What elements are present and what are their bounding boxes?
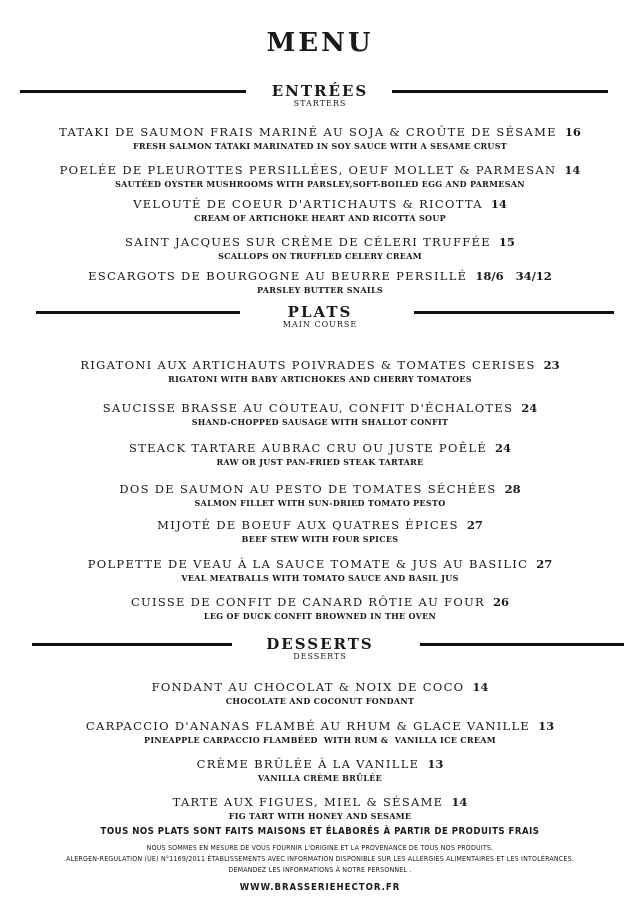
item-name: POELÉE DE PLEUROTTES PERSILLÉES, OEUF MOLLET & PARMESAN (59, 163, 557, 177)
item-price: 23 (543, 358, 560, 372)
section-subtitle: DESSERTS (293, 652, 347, 661)
section-subtitle: MAIN COURSE (282, 320, 358, 329)
section-plats (0, 303, 640, 339)
item-description: FRESH SALMON TATAKI MARINATED IN SOY SAUCE WITH A SESAME CRUST (132, 141, 508, 151)
item-name: TATAKI DE SAUMON FRAIS MARINÉ AU SOJA & CROÛTE DE SÉSAME (59, 125, 557, 139)
item-price: 18/6 34/12 (475, 269, 552, 283)
item-description: SAUTÉED OYSTER MUSHROOMS WITH PARSLEY,SOFT-BOILED EGG AND PARMESAN (115, 179, 525, 189)
item-name: MIJOTÉ DE BOEUF AUX QUATRES ÉPICES (157, 518, 459, 532)
menu-item (0, 354, 640, 384)
item-description: PINEAPPLE CARPACCIO FLAMBÉED WITH RUM & VANILLA ICE CREAM (144, 735, 496, 745)
item-price: 13 (538, 719, 555, 733)
footer-line-allergen: ALERGEN-REGULATION (UE) N°1169/2011 ÉTABLISSEMENTS AVEC INFORMATION DISPONIBLE SUR LES ALLERGIES ALIMENTAIRES ET LES INTOLÉRANCES. (66, 855, 574, 863)
item-price: 14 (451, 795, 468, 809)
section-subtitle: STARTERS (293, 99, 347, 108)
item-description: VANILLA CRÈME BRÛLÉE (257, 773, 383, 783)
menu-item (0, 791, 640, 821)
item-name: STEACK TARTARE AUBRAC CRU OU JUSTE POÊLÉ (128, 441, 488, 455)
menu-item (0, 437, 640, 467)
item-name: DOS DE SAUMON AU PESTO DE TOMATES SÉCHÉES (119, 482, 497, 496)
section-title: DESSERTS (266, 635, 374, 653)
item-price: 14 (472, 680, 489, 694)
menu-item (0, 676, 640, 706)
item-description: LEG OF DUCK CONFIT BROWNED IN THE OVEN (203, 611, 437, 621)
menu-item (0, 514, 640, 544)
menu-title: MENU (266, 28, 374, 58)
menu-item (0, 265, 640, 295)
item-price: 14 (564, 163, 581, 177)
item-price: 15 (498, 235, 515, 249)
item-description: BEEF STEW WITH FOUR SPICES (241, 534, 399, 544)
footer-line-ask-staff: DEMANDEZ LES INFORMATIONS À NOTRE PERSONNEL . (228, 866, 412, 874)
item-name: ESCARGOTS DE BOURGOGNE AU BEURRE PERSILLÉ (88, 269, 468, 283)
item-description: PARSLEY BUTTER SNAILS (257, 285, 383, 295)
item-description: FIG TART WITH HONEY AND SESAME (228, 811, 412, 821)
item-price: 24 (521, 401, 538, 415)
item-price: 27 (536, 557, 553, 571)
section-desserts (0, 635, 640, 671)
item-name: POLPETTE DE VEAU À LA SAUCE TOMATE & JUS AU BASILIC (87, 557, 529, 571)
item-name: RIGATONI AUX ARTICHAUTS POIVRADES & TOMATES CERISES (80, 358, 536, 372)
item-name: VELOUTÉ DE COEUR D'ARTICHAUTS & RICOTTA (133, 197, 483, 211)
website-link[interactable]: WWW.BRASSERIEHECTOR.FR (239, 882, 401, 893)
section-entrees (0, 82, 640, 118)
menu-item (0, 591, 640, 621)
item-name: CRÈME BRÛLÉE À LA VANILLE (196, 757, 420, 771)
item-name: TARTE AUX FIGUES, MIEL & SÉSAME (172, 795, 444, 809)
section-title: ENTRÉES (271, 82, 369, 100)
item-description: CREAM OF ARTICHOKE HEART AND RICOTTA SOUP (194, 213, 446, 223)
menu-item (0, 121, 640, 151)
item-name: FONDANT AU CHOCOLAT & NOIX DE COCO (151, 680, 465, 694)
item-price: 27 (466, 518, 483, 532)
menu-item (0, 478, 640, 508)
footer-headline: TOUS NOS PLATS SONT FAITS MAISONS ET ÉLABORÉS À PARTIR DE PRODUITS FRAIS (100, 826, 540, 837)
menu-item (0, 753, 640, 783)
item-name: SAUCISSE BRASSE AU COUTEAU, CONFIT D'ÉCHALOTES (102, 401, 514, 415)
item-description: VEAL MEATBALLS WITH TOMATO SAUCE AND BASIL JUS (181, 573, 459, 583)
item-description: SALMON FILLET WITH SUN-DRIED TOMATO PESTO (194, 498, 446, 508)
item-description: SCALLOPS ON TRUFFLED CELERY CREAM (218, 251, 422, 261)
menu-item (0, 231, 640, 261)
footer-line-origin: NOUS SOMMES EN MESURE DE VOUS FOURNIR L'ORIGINE ET LA PROVENANCE DE TOUS NOS PRODUITS. (146, 844, 494, 852)
menu-item (0, 397, 640, 427)
footer-notes (0, 843, 640, 876)
item-description: SHAND-CHOPPED SAUSAGE WITH SHALLOT CONFIT (191, 417, 449, 427)
section-title: PLATS (287, 303, 353, 321)
item-price: 28 (504, 482, 521, 496)
item-description: RIGATONI WITH BABY ARTICHOKES AND CHERRY TOMATOES (168, 374, 472, 384)
item-name: CARPACCIO D'ANANAS FLAMBÉ AU RHUM & GLACE VANILLE (85, 719, 531, 733)
item-price: 14 (490, 197, 507, 211)
menu-item (0, 193, 640, 223)
item-name: CUISSE DE CONFIT DE CANARD RÔTIE AU FOUR (130, 595, 486, 609)
item-name: SAINT JACQUES SUR CRÈME DE CÉLERI TRUFFÉE (125, 235, 491, 249)
item-description: CHOCOLATE AND COCONUT FONDANT (225, 696, 415, 706)
item-price: 26 (493, 595, 510, 609)
menu-item (0, 159, 640, 189)
item-price: 24 (495, 441, 512, 455)
menu-item (0, 715, 640, 745)
item-description: RAW OR JUST PAN-FRIED STEAK TARTARE (216, 457, 424, 467)
item-price: 16 (564, 125, 581, 139)
menu-item (0, 553, 640, 583)
item-price: 13 (427, 757, 444, 771)
